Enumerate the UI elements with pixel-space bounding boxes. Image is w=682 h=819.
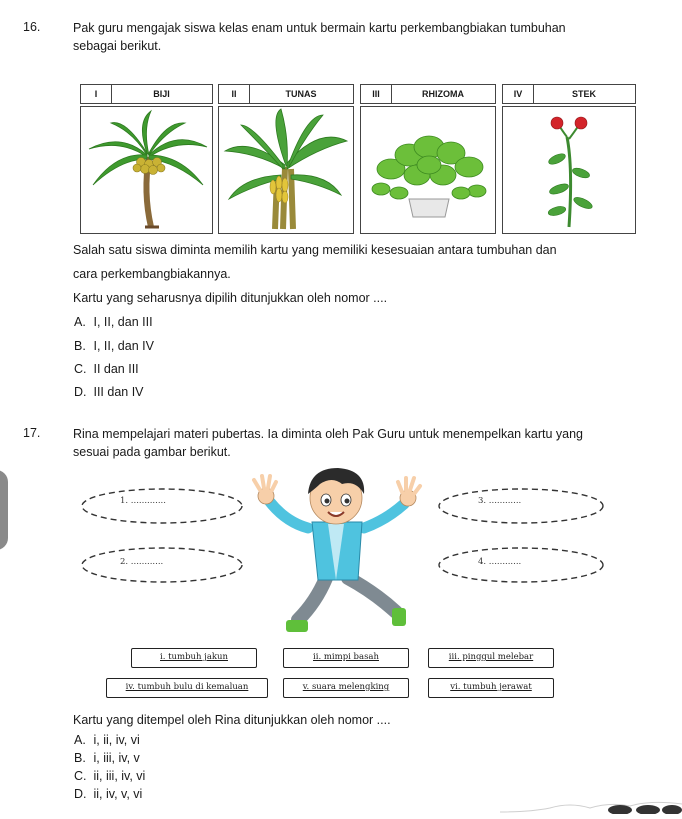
card-chip-iii[interactable]: iii. pinggul melebar	[428, 648, 554, 668]
q16-option-d[interactable]	[74, 384, 144, 400]
blank-label-3: 3. ............	[478, 496, 522, 506]
card-chip-iv[interactable]: iv. tumbuh bulu di kemaluan	[106, 678, 268, 698]
card-4-roman: IV	[503, 85, 534, 103]
card-2-name: TUNAS	[285, 89, 317, 99]
card-chip-v[interactable]: v. suara melengking	[283, 678, 409, 698]
option-letter: B.	[74, 751, 86, 765]
q16-option-a[interactable]	[74, 314, 153, 330]
q16-number: 16.	[23, 20, 41, 34]
option-text: ii, iii, iv, vi	[93, 769, 146, 783]
card-3-roman: III	[361, 85, 392, 103]
option-text: i, ii, iv, vi	[93, 733, 140, 747]
card-1-roman: I	[81, 85, 112, 103]
q17-prompt: Kartu yang ditempel oleh Rina ditunjukkan oleh nomor ....	[73, 713, 391, 727]
option-letter: D.	[74, 385, 87, 399]
q16-prompt: Kartu yang seharusnya dipilih ditunjukkan oleh nomor ....	[73, 291, 388, 305]
page-margin-decoration	[0, 470, 8, 550]
option-text: I, II, dan IV	[93, 339, 154, 353]
coconut-palm-illustration	[80, 106, 213, 234]
rose-stem-illustration	[502, 106, 636, 234]
q16-option-c[interactable]	[74, 361, 139, 377]
q17-question-line1: Rina mempelajari materi pubertas. Ia diminta oleh Pak Guru untuk menempelkan kartu yang	[73, 427, 583, 441]
q17-option-c[interactable]	[74, 768, 145, 784]
q16-option-b[interactable]	[74, 338, 154, 354]
option-text: i, iii, iv, v	[93, 751, 140, 765]
blank-label-1: 1. .............	[120, 496, 166, 506]
card-chip-vi[interactable]: vi. tumbuh jerawat	[428, 678, 554, 698]
option-text: ii, iv, v, vi	[93, 787, 143, 801]
option-text: III dan IV	[93, 385, 144, 399]
blank-bubble-1[interactable]	[80, 487, 245, 525]
card-chip-ii[interactable]: ii. mimpi basah	[283, 648, 409, 668]
q17-question-line2: sesuai pada gambar berikut.	[73, 445, 231, 459]
option-letter: D.	[74, 787, 87, 801]
banana-tree-illustration	[218, 106, 354, 234]
bottom-decoration	[500, 800, 682, 814]
option-text: II dan III	[93, 362, 139, 376]
option-letter: B.	[74, 339, 86, 353]
card-3-name: RHIZOMA	[422, 89, 464, 99]
q17-option-b[interactable]	[74, 750, 140, 766]
option-text: I, II, dan III	[93, 315, 153, 329]
option-letter: A.	[74, 733, 86, 747]
q16-instruction-line1: Salah satu siswa diminta memilih kartu yang memiliki kesesuaian antara tumbuhan dan	[73, 243, 557, 257]
option-letter: A.	[74, 315, 86, 329]
blank-bubble-3[interactable]	[436, 487, 606, 525]
card-4-name: STEK	[571, 89, 596, 99]
card-1-name: BIJI	[153, 89, 170, 99]
q16-question-line1: Pak guru mengajak siswa kelas enam untuk bermain kartu perkembangbiakan tumbuhan	[73, 21, 566, 35]
q17-number: 17.	[23, 426, 41, 440]
option-letter: C.	[74, 362, 87, 376]
card-chip-i[interactable]: i. tumbuh jakun	[131, 648, 257, 668]
q17-option-d[interactable]	[74, 786, 142, 802]
q17-option-a[interactable]	[74, 732, 140, 748]
potted-plant-illustration	[360, 106, 496, 234]
blank-label-2: 2. ............	[120, 557, 164, 567]
boy-illustration	[246, 462, 436, 642]
card-2-roman: II	[219, 85, 250, 103]
blank-label-4: 4. ............	[478, 557, 522, 567]
option-letter: C.	[74, 769, 87, 783]
q16-instruction-line2: cara perkembangbiakannya.	[73, 267, 231, 281]
q16-question-line2: sebagai berikut.	[73, 39, 162, 53]
